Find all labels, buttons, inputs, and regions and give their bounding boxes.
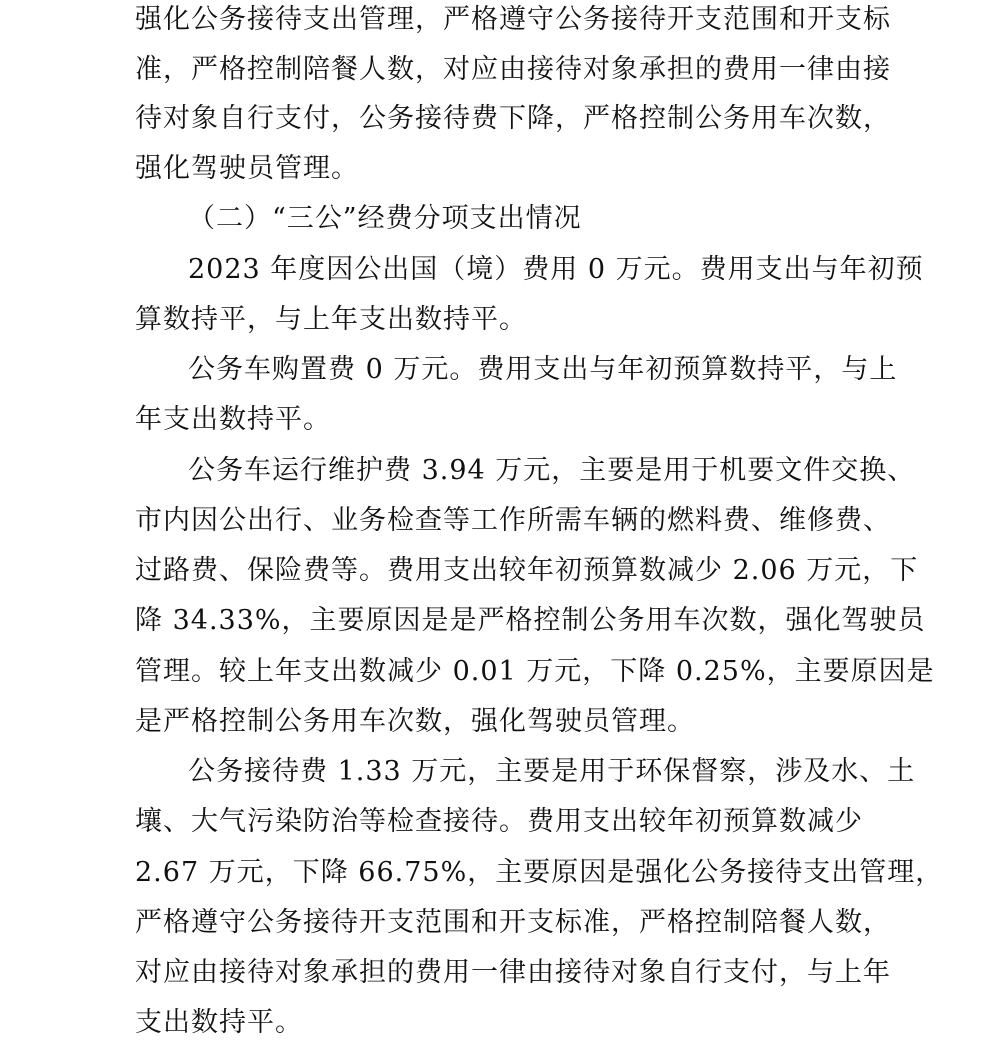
text-line: 强化驾驶员管理。 [135,153,359,184]
text-line: 壤、大气污染防治等检查接待。费用支出较年初预算数减少 [135,806,863,837]
text-line: 严格遵守公务接待开支范围和开支标准，严格控制陪餐人数， [135,907,891,938]
text-line: 对应由接待对象承担的费用一律由接待对象自行支付，与上年 [135,957,891,988]
text-line: 强化公务接待支出管理，严格遵守公务接待开支范围和开支标 [135,4,891,35]
text-line: 年支出数持平。 [135,404,331,435]
paragraph-first-line: 2023 年度因公出国（境）费用 0 万元。费用支出与年初预 [188,254,924,285]
text-line: 2.67 万元，下降 66.75%，主要原因是强化公务接待支出管理， [135,857,944,888]
text-line: 过路费、保险费等。费用支出较年初预算数减少 2.06 万元，下 [135,555,919,586]
text-line: 市内因公出行、业务检查等工作所需车辆的燃料费、维修费、 [135,505,891,536]
text-line: 降 34.33%，主要原因是是严格控制公务用车次数，强化驾驶员 [135,605,926,636]
paragraph-first-line: 公务车运行维护费 3.94 万元，主要是用于机要文件交换、 [188,455,916,486]
paragraph-first-line: 公务车购置费 0 万元。费用支出与年初预算数持平，与上 [188,354,898,385]
section-heading: （二）“三公”经费分项支出情况 [188,203,582,234]
text-line: 管理。较上年支出数减少 0.01 万元，下降 0.25%，主要原因是 [135,656,935,687]
paragraph-first-line: 公务接待费 1.33 万元，主要是用于环保督察，涉及水、土 [188,756,916,787]
text-line: 是严格控制公务用车次数，强化驾驶员管理。 [135,706,695,737]
text-line: 支出数持平。 [135,1007,303,1038]
text-line: 准，严格控制陪餐人数，对应由接待对象承担的费用一律由接 [135,54,891,85]
text-line: 算数持平，与上年支出数持平。 [135,304,527,335]
text-line: 待对象自行支付，公务接待费下降，严格控制公务用车次数， [135,103,891,134]
